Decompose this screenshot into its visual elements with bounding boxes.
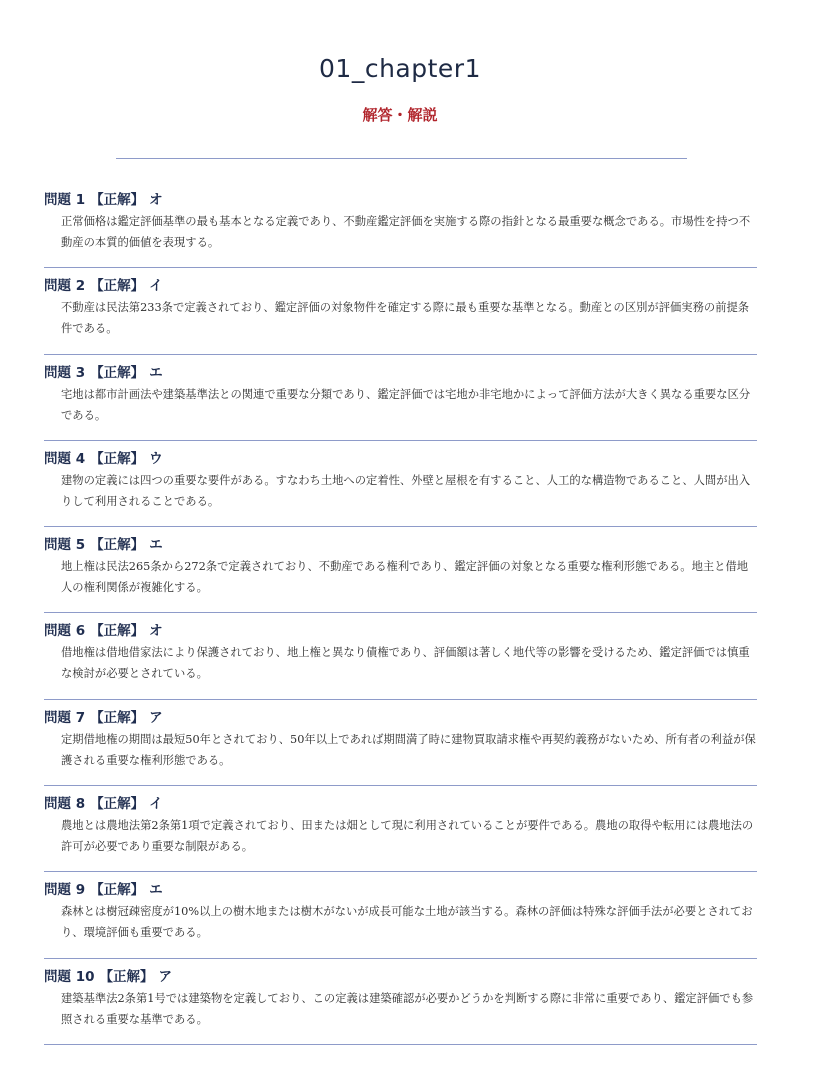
question-item <box>44 621 757 707</box>
title-divider <box>116 158 687 159</box>
answer-choice: ア <box>149 709 163 726</box>
question-divider <box>44 267 757 268</box>
answer-explanation: 地上権は民法265条から272条で定義されており、不動産である権利であり、鑑定評価の対象となる重要な権利形態である。地主と借地人の権利関係が複雑化する。 <box>61 560 749 595</box>
question-heading <box>44 276 757 296</box>
answer-tag: 【正解】 <box>90 882 145 899</box>
question-number: 問題 6 <box>44 623 86 640</box>
answer-choice: イ <box>149 278 163 295</box>
answer-choice: ウ <box>149 450 163 467</box>
question-heading <box>44 449 757 469</box>
question-heading <box>44 190 757 210</box>
question-heading <box>44 535 757 555</box>
question-divider <box>44 1044 757 1045</box>
question-number: 問題 7 <box>44 709 86 726</box>
answer-choice: エ <box>149 364 163 381</box>
question-number: 問題 2 <box>44 278 86 295</box>
answer-choice: オ <box>149 623 163 640</box>
answer-explanation: 建物の定義には四つの重要な要件がある。すなわち土地への定着性、外壁と屋根を有すること、人工的な構造物であること、人間が出入りして利用されることである。 <box>61 473 751 508</box>
question-heading <box>44 363 757 383</box>
question-number: 問題 1 <box>44 192 86 208</box>
question-number: 問題 8 <box>44 796 86 813</box>
answer-choice: オ <box>149 192 163 208</box>
answer-tag: 【正解】 <box>90 796 145 813</box>
question-number: 問題 5 <box>44 537 86 554</box>
question-item <box>44 794 757 880</box>
question-heading <box>44 794 757 814</box>
question-divider <box>44 440 757 441</box>
answer-choice: エ <box>149 537 163 554</box>
answer-explanation: 借地権は借地借家法により保護されており、地上権と異なり債権であり、評価額は著しく地代等の影響を受けるため、鑑定評価では慎重な検討が必要とされている。 <box>61 646 750 681</box>
question-divider <box>44 699 757 700</box>
question-item <box>44 449 757 535</box>
question-divider <box>44 526 757 527</box>
question-item <box>44 363 757 449</box>
question-list <box>44 190 757 1053</box>
question-divider <box>44 354 757 355</box>
answer-explanation: 正常価格は鑑定評価基準の最も基本となる定義であり、不動産鑑定評価を実施する際の指針となる最重要な概念である。市場性を持つ不動産の本質的価値を表現する。 <box>61 215 751 249</box>
question-item <box>44 535 757 621</box>
question-divider <box>44 958 757 959</box>
question-number: 問題 10 <box>44 968 95 985</box>
question-item <box>44 967 757 1053</box>
question-number: 問題 4 <box>44 450 86 467</box>
question-item <box>44 276 757 362</box>
question-item <box>44 190 757 276</box>
page-subtitle: 解答・解説 <box>362 106 438 124</box>
answer-choice: ア <box>158 968 172 985</box>
question-divider <box>44 871 757 872</box>
answer-tag: 【正解】 <box>90 709 145 726</box>
question-item <box>44 880 757 966</box>
question-item <box>44 708 757 794</box>
answer-tag: 【正解】 <box>99 968 154 985</box>
answer-explanation: 森林とは樹冠疎密度が10%以上の樹木地または樹木がないが成長可能な土地が該当する。森林の評価は特殊な評価手法が必要とされており、環境評価も重要である。 <box>61 905 753 940</box>
question-heading <box>44 967 757 987</box>
question-heading <box>44 621 757 641</box>
page-title: 01_chapter1 <box>319 54 481 83</box>
answer-tag: 【正解】 <box>90 364 145 381</box>
answer-explanation: 農地とは農地法第2条第1項で定義されており、田または畑として現に利用されていることが要件である。農地の取得や転用には農地法の許可が必要であり重要な制限がある。 <box>61 819 754 854</box>
answer-tag: 【正解】 <box>90 192 145 208</box>
answer-explanation: 不動産は民法第233条で定義されており、鑑定評価の対象物件を確定する際に最も重要な基準となる。動産との区別が評価実務の前提条件である。 <box>61 301 750 336</box>
answer-tag: 【正解】 <box>90 278 145 295</box>
answer-choice: イ <box>149 796 163 813</box>
answer-tag: 【正解】 <box>90 537 145 554</box>
answer-explanation: 建築基準法2条第1号では建築物を定義しており、この定義は建築確認が必要かどうかを判断する際に非常に重要であり、鑑定評価でも参照される重要な基準である。 <box>61 991 754 1026</box>
question-heading <box>44 880 757 900</box>
question-number: 問題 9 <box>44 882 86 899</box>
answer-tag: 【正解】 <box>90 623 145 640</box>
answer-explanation: 宅地は都市計画法や建築基準法との関連で重要な分類であり、鑑定評価では宅地か非宅地かによって評価方法が大きく異なる重要な区分である。 <box>61 387 751 422</box>
answer-choice: エ <box>149 882 163 899</box>
question-heading <box>44 708 757 728</box>
question-number: 問題 3 <box>44 364 86 381</box>
question-divider <box>44 785 757 786</box>
answer-tag: 【正解】 <box>90 450 145 467</box>
question-divider <box>44 612 757 613</box>
answer-explanation: 定期借地権の期間は最短50年とされており、50年以上であれば期間満了時に建物買取請求権や再契約義務がないため、所有者の利益が保護される重要な権利形態である。 <box>61 732 756 767</box>
